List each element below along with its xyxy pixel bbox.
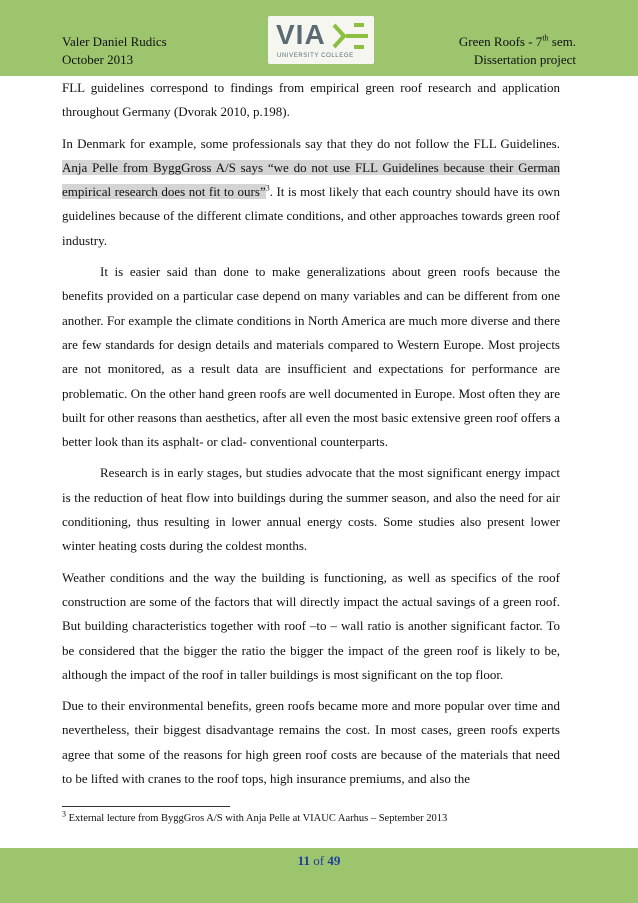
paragraph-fll-guidelines: FLL guidelines correspond to findings from empirical green roof research and application throughout Germany (Dvorak 2010, p.198). (62, 80, 560, 120)
header-band (0, 0, 638, 76)
highlighted-quote: Anja Pelle from ByggGross A/S says “we do not use FLL Guidelines because their German empirical research does not fit to ours” (62, 159, 560, 200)
logo-wordmark: VIA (276, 19, 326, 50)
paragraph-denmark (62, 132, 560, 253)
footnote (62, 809, 560, 826)
course-sup: th (542, 33, 549, 43)
document-type: Dissertation project (473, 52, 576, 67)
footnote-number: 3 (62, 809, 66, 819)
footnote-reference: 3 (265, 183, 270, 193)
course-prefix: Green Roofs - 7 (458, 34, 543, 49)
paragraph-research: Research is in early stages, but studies advocate that the most significant energy impact is the reduction of heat flow into buildings during the summer season, and also the need for air conditioning, thus resulting in lower annual energy costs. Some studies also present lower winter heating costs during the coldest months. (62, 465, 560, 554)
document-date: October 2013 (62, 52, 134, 67)
author-name: Valer Daniel Rudics (62, 34, 167, 49)
via-logo (268, 16, 374, 64)
course-suffix: sem. (548, 34, 576, 49)
page-total: 49 (327, 853, 341, 868)
paragraph-generalizations: It is easier said than done to make generalizations about green roofs because the benefits provided on a particular case depend on many variables and can be different from one another. For example the climate conditions in North America are much more diverse and there are few standards for design details and materials compared to Western Europe. Most projects are not monitored, as a result data are insufficient and expectations for performance are problematic. On the other hand green roofs are well documented in Europe. Most often they are built for other reasons than aesthetics, after all even the most basic extensive green roof offers a better look than its asphalt- or clad- conventional counterparts. (62, 264, 560, 450)
logo-mark-icon (332, 21, 370, 51)
page-current: 11 (297, 853, 310, 868)
page-body (62, 76, 560, 798)
footnote-divider (62, 806, 230, 807)
paragraph-costs: Due to their environmental benefits, green roofs became more and more popular over time and nevertheless, their biggest disadvantage remains the cost. In most cases, green roofs experts agree that some of the reasons for high green roof costs are because of the materials that need to be lifted with cranes to the roof tops, high insurance premiums, and also the (62, 698, 560, 787)
course-title (459, 33, 576, 51)
logo-subtitle: UNIVERSITY COLLEGE (277, 53, 354, 59)
paragraph-weather: Weather conditions and the way the building is functioning, as well as specifics of the roof construction are some of the factors that will directly impact the actual savings of a green roof. But building characteristics together with roof –to – wall ratio is another significant factor. To be considered that the bigger the ratio the bigger the impact of the green roof is likely to be, although the impact of the roof in taller buildings is most significant on the top floor. (62, 569, 560, 682)
page-of: of (309, 853, 328, 868)
paragraph-denmark-rest: . It is most likely that each country should have its own guidelines because of the different climate conditions, and other approaches towards green roof industry. (62, 184, 560, 248)
footnote-text: External lecture from ByggGros A/S with Anja Pelle at VIAUC Aarhus – September 2013 (66, 813, 448, 824)
page-number (0, 852, 638, 870)
paragraph-denmark-intro: In Denmark for example, some professionals say that they do not follow the FLL Guidelines. (62, 135, 560, 151)
